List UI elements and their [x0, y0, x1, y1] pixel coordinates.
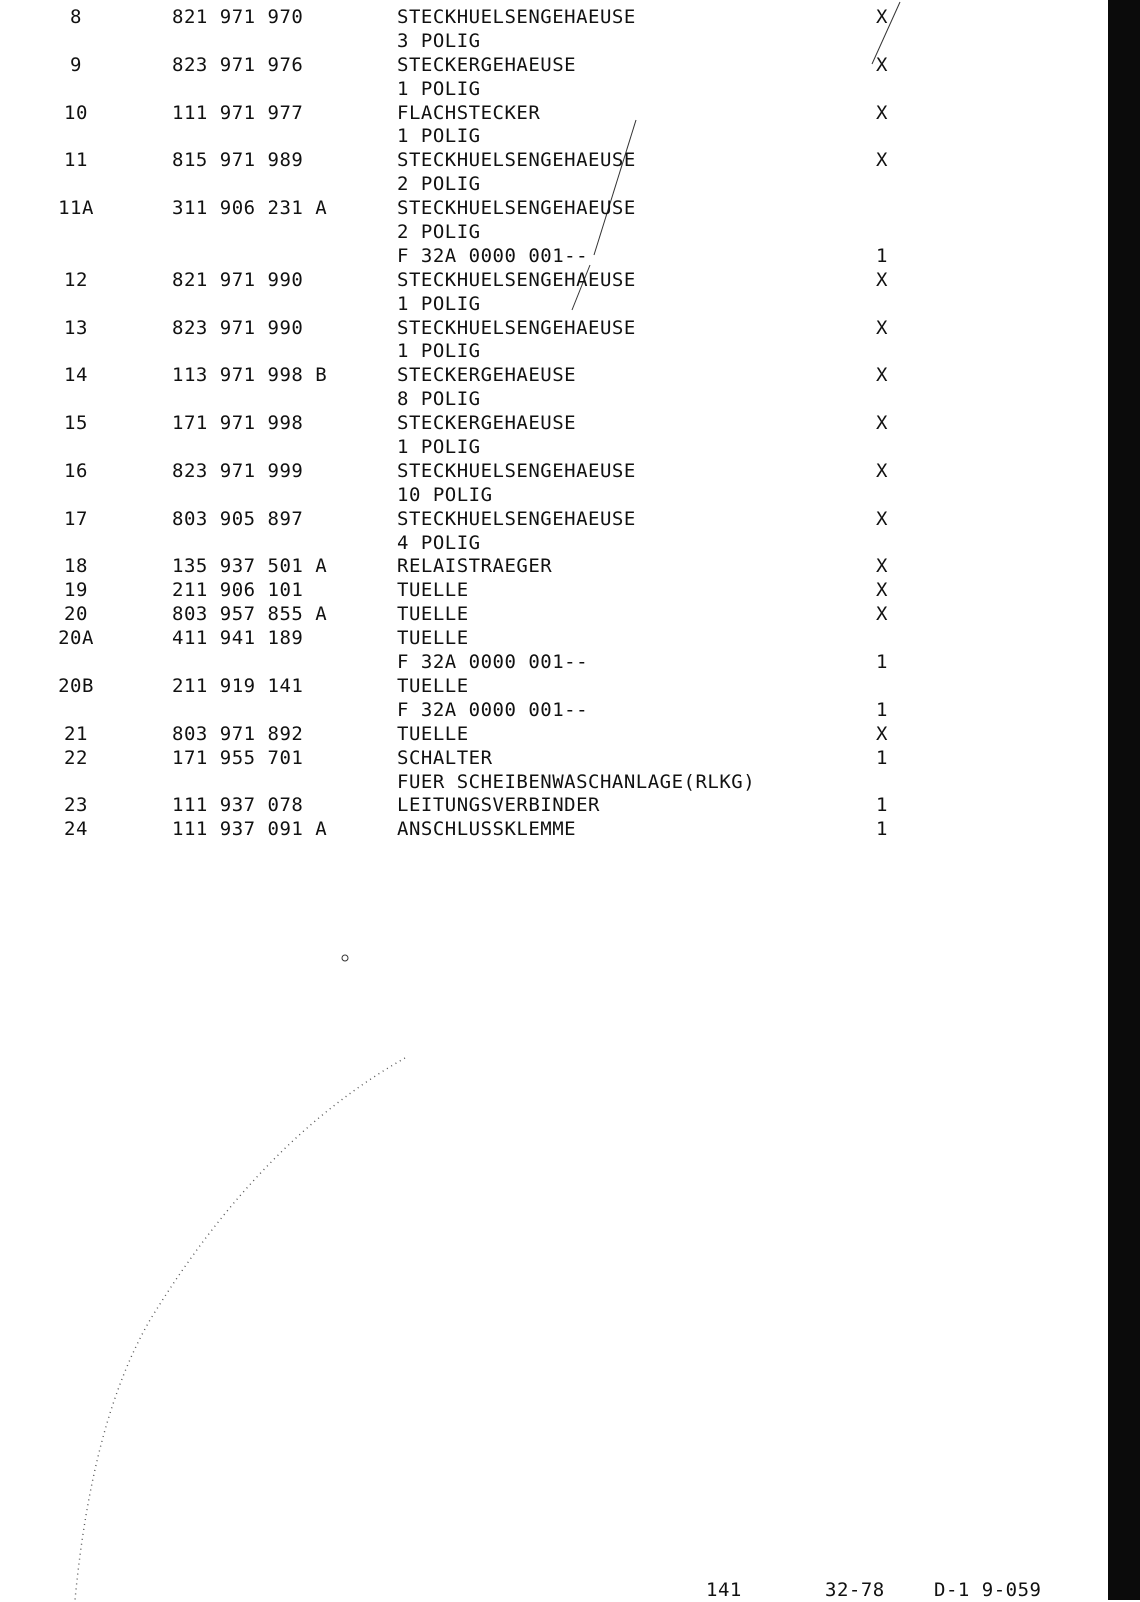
table-row [0, 484, 1100, 508]
quantity: 1 [876, 818, 888, 841]
table-row [0, 197, 1100, 221]
part-number: 803 957 855 A [172, 603, 328, 626]
description: 4 POLIG [397, 531, 481, 554]
description: STECKERGEHAEUSE [397, 364, 577, 387]
table-row [0, 30, 1100, 54]
table-row [0, 771, 1100, 795]
quantity: X [876, 101, 888, 124]
quantity: 1 [876, 244, 888, 267]
table-row [0, 723, 1100, 747]
description: 8 POLIG [397, 388, 481, 411]
quantity: X [876, 603, 888, 626]
description: STECKERGEHAEUSE [397, 412, 577, 435]
description: 1 POLIG [397, 77, 481, 100]
table-row [0, 173, 1100, 197]
table-row [0, 555, 1100, 579]
table-row [0, 818, 1100, 842]
description: 10 POLIG [397, 483, 493, 506]
description: STECKHUELSENGEHAEUSE [397, 507, 636, 530]
table-row [0, 6, 1100, 30]
table-row [0, 460, 1100, 484]
description: STECKERGEHAEUSE [397, 53, 577, 76]
table-row [0, 245, 1100, 269]
quantity: X [876, 316, 888, 339]
description: STECKHUELSENGEHAEUSE [397, 6, 636, 28]
part-number: 823 971 990 [172, 316, 304, 339]
item-number: 16 [64, 459, 88, 482]
item-number: 19 [64, 579, 88, 602]
description: RELAISTRAEGER [397, 555, 553, 578]
table-row [0, 747, 1100, 771]
part-number: 823 971 999 [172, 459, 304, 482]
description: 3 POLIG [397, 29, 481, 52]
part-number: 211 906 101 [172, 579, 304, 602]
table-row [0, 675, 1100, 699]
description: TUELLE [397, 722, 469, 745]
quantity: X [876, 507, 888, 530]
part-number: 111 937 091 A [172, 818, 328, 841]
description: TUELLE [397, 603, 469, 626]
description: STECKHUELSENGEHAEUSE [397, 316, 636, 339]
quantity: 1 [876, 746, 888, 769]
quantity: X [876, 722, 888, 745]
table-row [0, 78, 1100, 102]
item-number: 20 [64, 603, 88, 626]
description: 1 POLIG [397, 436, 481, 459]
item-number: 10 [64, 101, 88, 124]
item-number: 12 [64, 268, 88, 291]
table-row [0, 699, 1100, 723]
description: SCHALTER [397, 746, 493, 769]
issue-date: 32-78 [825, 1579, 885, 1601]
table-row [0, 364, 1100, 388]
table-row [0, 508, 1100, 532]
quantity: 1 [876, 698, 888, 721]
table-row [0, 293, 1100, 317]
description: 2 POLIG [397, 173, 481, 196]
part-number: 211 919 141 [172, 674, 304, 697]
quantity: 1 [876, 651, 888, 674]
scan-edge-bar [1108, 0, 1140, 1600]
part-number: 821 971 990 [172, 268, 304, 291]
table-row [0, 603, 1100, 627]
item-number: 17 [64, 507, 88, 530]
description: F 32A 0000 001-- [397, 244, 589, 267]
description: F 32A 0000 001-- [397, 698, 589, 721]
parts-table [0, 6, 1100, 842]
item-number: 24 [64, 818, 88, 841]
description: 1 POLIG [397, 125, 481, 148]
description: 1 POLIG [397, 340, 481, 363]
quantity: X [876, 412, 888, 435]
item-number: 18 [64, 555, 88, 578]
item-number: 23 [64, 794, 88, 817]
description: F 32A 0000 001-- [397, 651, 589, 674]
description: TUELLE [397, 579, 469, 602]
quantity: X [876, 459, 888, 482]
table-row [0, 794, 1100, 818]
description: STECKHUELSENGEHAEUSE [397, 149, 636, 172]
table-row [0, 317, 1100, 341]
description: ANSCHLUSSKLEMME [397, 818, 577, 841]
description: TUELLE [397, 627, 469, 650]
item-number: 8 [70, 6, 82, 28]
part-number: 171 955 701 [172, 746, 304, 769]
quantity: X [876, 53, 888, 76]
item-number: 9 [70, 53, 82, 76]
part-number: 803 971 892 [172, 722, 304, 745]
item-number: 20A [58, 627, 94, 650]
quantity: X [876, 579, 888, 602]
description: LEITUNGSVERBINDER [397, 794, 600, 817]
quantity: X [876, 6, 888, 28]
table-row [0, 579, 1100, 603]
description: FLACHSTECKER [397, 101, 541, 124]
item-number: 11A [58, 197, 94, 220]
description: STECKHUELSENGEHAEUSE [397, 459, 636, 482]
part-number: 311 906 231 A [172, 197, 328, 220]
item-number: 14 [64, 364, 88, 387]
table-row [0, 651, 1100, 675]
description: FUER SCHEIBENWASCHANLAGE(RLKG) [397, 770, 756, 793]
table-row [0, 149, 1100, 173]
quantity: X [876, 268, 888, 291]
part-number: 111 937 078 [172, 794, 304, 817]
quantity: X [876, 364, 888, 387]
part-number: 411 941 189 [172, 627, 304, 650]
description: 2 POLIG [397, 221, 481, 244]
part-number: 823 971 976 [172, 53, 304, 76]
table-row [0, 125, 1100, 149]
table-row [0, 221, 1100, 245]
description: 1 POLIG [397, 292, 481, 315]
quantity: 1 [876, 794, 888, 817]
quantity: X [876, 555, 888, 578]
section-code: D-1 9-059 [934, 1579, 1042, 1601]
table-row [0, 388, 1100, 412]
part-number: 803 905 897 [172, 507, 304, 530]
item-number: 22 [64, 746, 88, 769]
table-row [0, 269, 1100, 293]
table-row [0, 412, 1100, 436]
table-row [0, 436, 1100, 460]
part-number: 113 971 998 B [172, 364, 328, 387]
part-number: 821 971 970 [172, 6, 304, 28]
table-row [0, 102, 1100, 126]
table-row [0, 532, 1100, 556]
quantity: X [876, 149, 888, 172]
part-number: 135 937 501 A [172, 555, 328, 578]
description: STECKHUELSENGEHAEUSE [397, 268, 636, 291]
page-number: 141 [706, 1579, 742, 1601]
item-number: 13 [64, 316, 88, 339]
item-number: 21 [64, 722, 88, 745]
part-number: 815 971 989 [172, 149, 304, 172]
table-row [0, 54, 1100, 78]
part-number: 111 971 977 [172, 101, 304, 124]
table-row [0, 627, 1100, 651]
description: STECKHUELSENGEHAEUSE [397, 197, 636, 220]
item-number: 20B [58, 674, 94, 697]
description: TUELLE [397, 674, 469, 697]
table-row [0, 340, 1100, 364]
item-number: 15 [64, 412, 88, 435]
item-number: 11 [64, 149, 88, 172]
part-number: 171 971 998 [172, 412, 304, 435]
